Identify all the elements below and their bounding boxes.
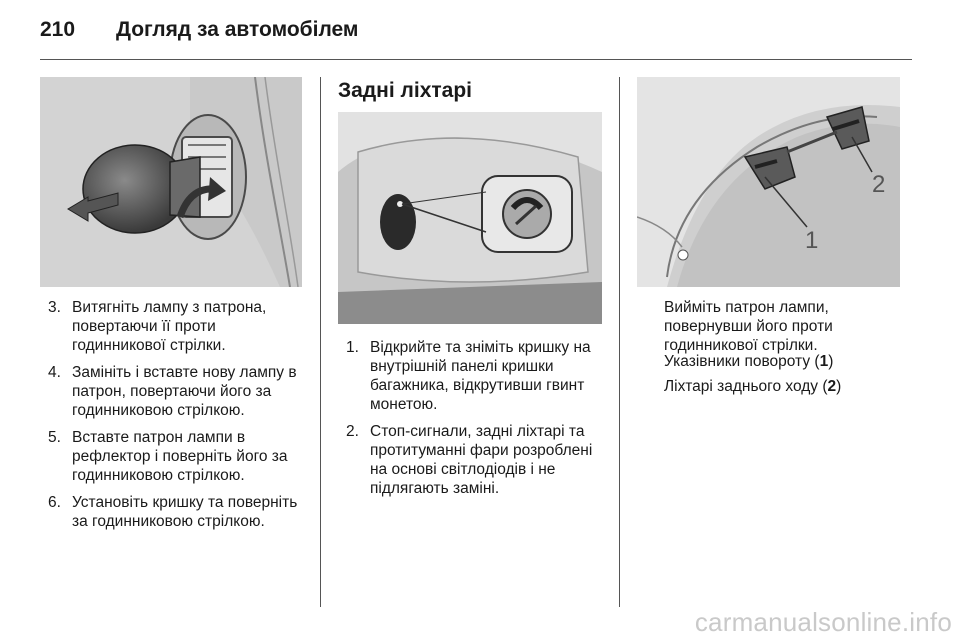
page-number: 210 [40,18,76,41]
list-item: 5. Вставте патрон лампи в рефлектор і поверніть його за годинниковою стрілкою. [48,429,288,484]
bulb-removal-icon [40,77,302,287]
bulb-replacement-steps [48,298,308,539]
column-divider-right [619,77,620,607]
column-divider-left [320,77,321,607]
bulb-removal-illustration [40,77,302,287]
callout-number-1: 1 [805,227,819,254]
header-divider [40,59,912,60]
turn-signal-label: Указівники повороту (1) [664,353,834,370]
tail-light-steps [346,338,608,506]
callout-number-2: 2 [872,171,886,198]
bulb-socket-illustration [637,77,900,287]
remove-socket-paragraph: Вийміть патрон лампи, повернувши його проти годинникової стрілки. [664,299,833,354]
list-item: 2. Стоп-сигнали, задні ліхтарі та протитуманні фари розроблені на основі світлодіодів і не підлягають заміні. [346,423,593,497]
page-title: Догляд за автомобілем [116,18,359,41]
list-item: 6. Установіть кришку та поверніть за годинниковою стрілкою. [48,494,298,530]
trunk-panel-cover-illustration [338,112,602,324]
page-header [40,18,358,48]
list-item: 3. Витягніть лампу з патрона, повертаючи її проти годинникової стрілки. [48,299,267,354]
list-item: 4. Замініть і вставте нову лампу в патрон, повертаючи його за годинниковою стрілкою. [48,364,297,419]
trunk-panel-icon [338,112,602,324]
watermark: carmanualsonline.info [694,607,952,637]
reverse-light-label: Ліхтарі заднього ходу (2) [664,378,842,395]
list-item: 1. Відкрийте та зніміть кришку на внутрішній панелі кришки багажника, відкрутивши гвинт монетою. [346,339,591,413]
bulb-socket-icon [637,77,900,287]
section-title: Задні ліхтарі [338,79,472,102]
